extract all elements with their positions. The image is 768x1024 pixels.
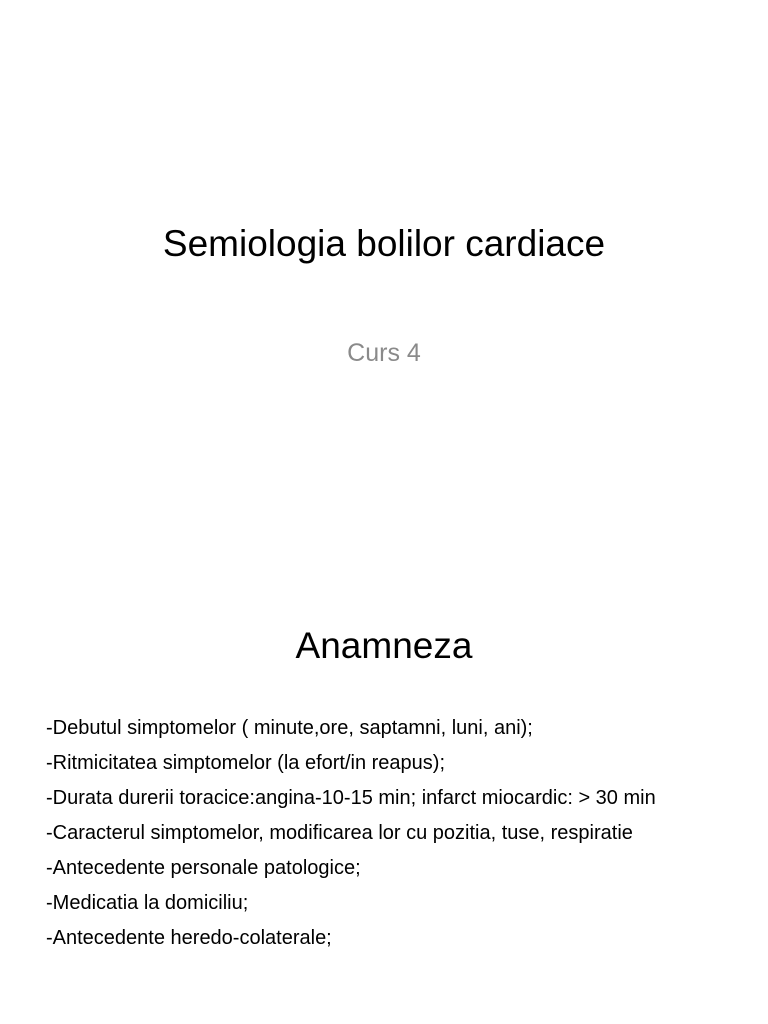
bullet-item: -Durata durerii toracice:angina-10-15 min; infarct miocardic: > 30 min (46, 787, 656, 809)
bullet-list (46, 714, 736, 959)
slide-subtitle: Curs 4 (347, 339, 421, 367)
bullet-item: -Debutul simptomelor ( minute,ore, saptamni, luni, ani); (46, 717, 533, 739)
bullet-item: -Medicatia la domiciliu; (46, 892, 249, 914)
bullet-item: -Ritmicitatea simptomelor (la efort/in reapus); (46, 752, 446, 774)
bullet-item: -Antecedente personale patologice; (46, 857, 361, 879)
slide-anamneza (0, 576, 768, 1024)
bullet-item: -Antecedente heredo-colaterale; (46, 927, 332, 949)
slide-heading: Anamneza (295, 625, 473, 666)
slide-title: Semiologia bolilor cardiace (162, 223, 606, 264)
bullet-item: -Caracterul simptomelor, modificarea lor cu pozitia, tuse, respiratie (46, 822, 633, 844)
